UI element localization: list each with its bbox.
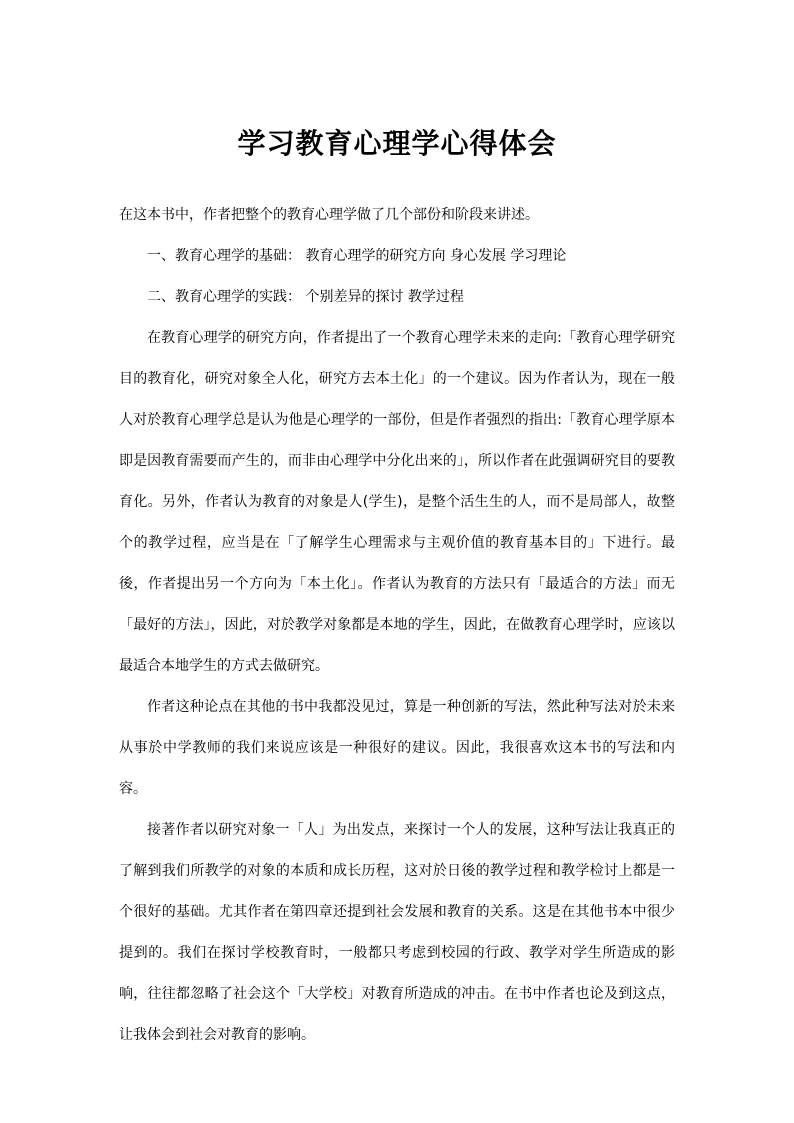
- intro-paragraph: 在这本书中，作者把整个的教育心理学做了几个部份和阶段来讲述。: [119, 207, 539, 223]
- document-title: 学习教育心理学心得体会: [237, 127, 557, 160]
- document-body: [119, 195, 675, 1056]
- body-paragraph: 在教育心理学的研究方向，作者提出了一个教育心理学未来的走向:「教育心理学研究目的教育化，研究对象全人化，研究方去本土化」的一个建议。因为作者认为，现在一般人对於教育心理学总是认为他是心理学的一部份，但是作者强烈的指出:「教育心理学原本即是因教育需要而产生的，而非由心理学中分化出来的」，所以作者在此强调研究目的要教育化。另外，作者认为教育的对象是人(学生)，是整个活生生的人，而不是局部人，故整个的教学过程，应当是在「了解学生心理需求与主观价值的教育基本目的」下进行。最後，作者提出另一个方向为「本土化」。作者认为教育的方法只有「最适合的方法」而无「最好的方法」，因此，对於教学对象都是本地的学生，因此，在做教育心理学时，应该以最适合本地学生的方式去做研究。: [119, 330, 675, 674]
- body-paragraph: 接著作者以研究对象一「人」为出发点，来探讨一个人的发展，这种写法让我真正的了解到我们所教学的对象的本质和成长历程，这对於日後的教学过程和教学检讨上都是一个很好的基础。尤其作者在第四章还提到社会发展和教育的关系。这是在其他书本中很少提到的。我们在探讨学校教育时，一般都只考虑到校园的行政、教学对学生所造成的影响，往往都忽略了社会这个「大学校」对教育所造成的冲击。在书中作者也论及到这点，让我体会到社会对教育的影响。: [119, 822, 675, 1043]
- body-paragraph: 作者这种论点在其他的书中我都没见过，算是一种创新的写法，然此种写法对於未来从事於中学教师的我们来说应该是一种很好的建议。因此，我很喜欢这本书的写法和内容。: [119, 699, 675, 797]
- outline-item-foundation: 一、教育心理学的基础： 教育心理学的研究方向 身心发展 学习理论: [147, 248, 567, 264]
- outline-item-practice: 二、教育心理学的实践： 个别差异的探讨 教学过程: [147, 289, 464, 305]
